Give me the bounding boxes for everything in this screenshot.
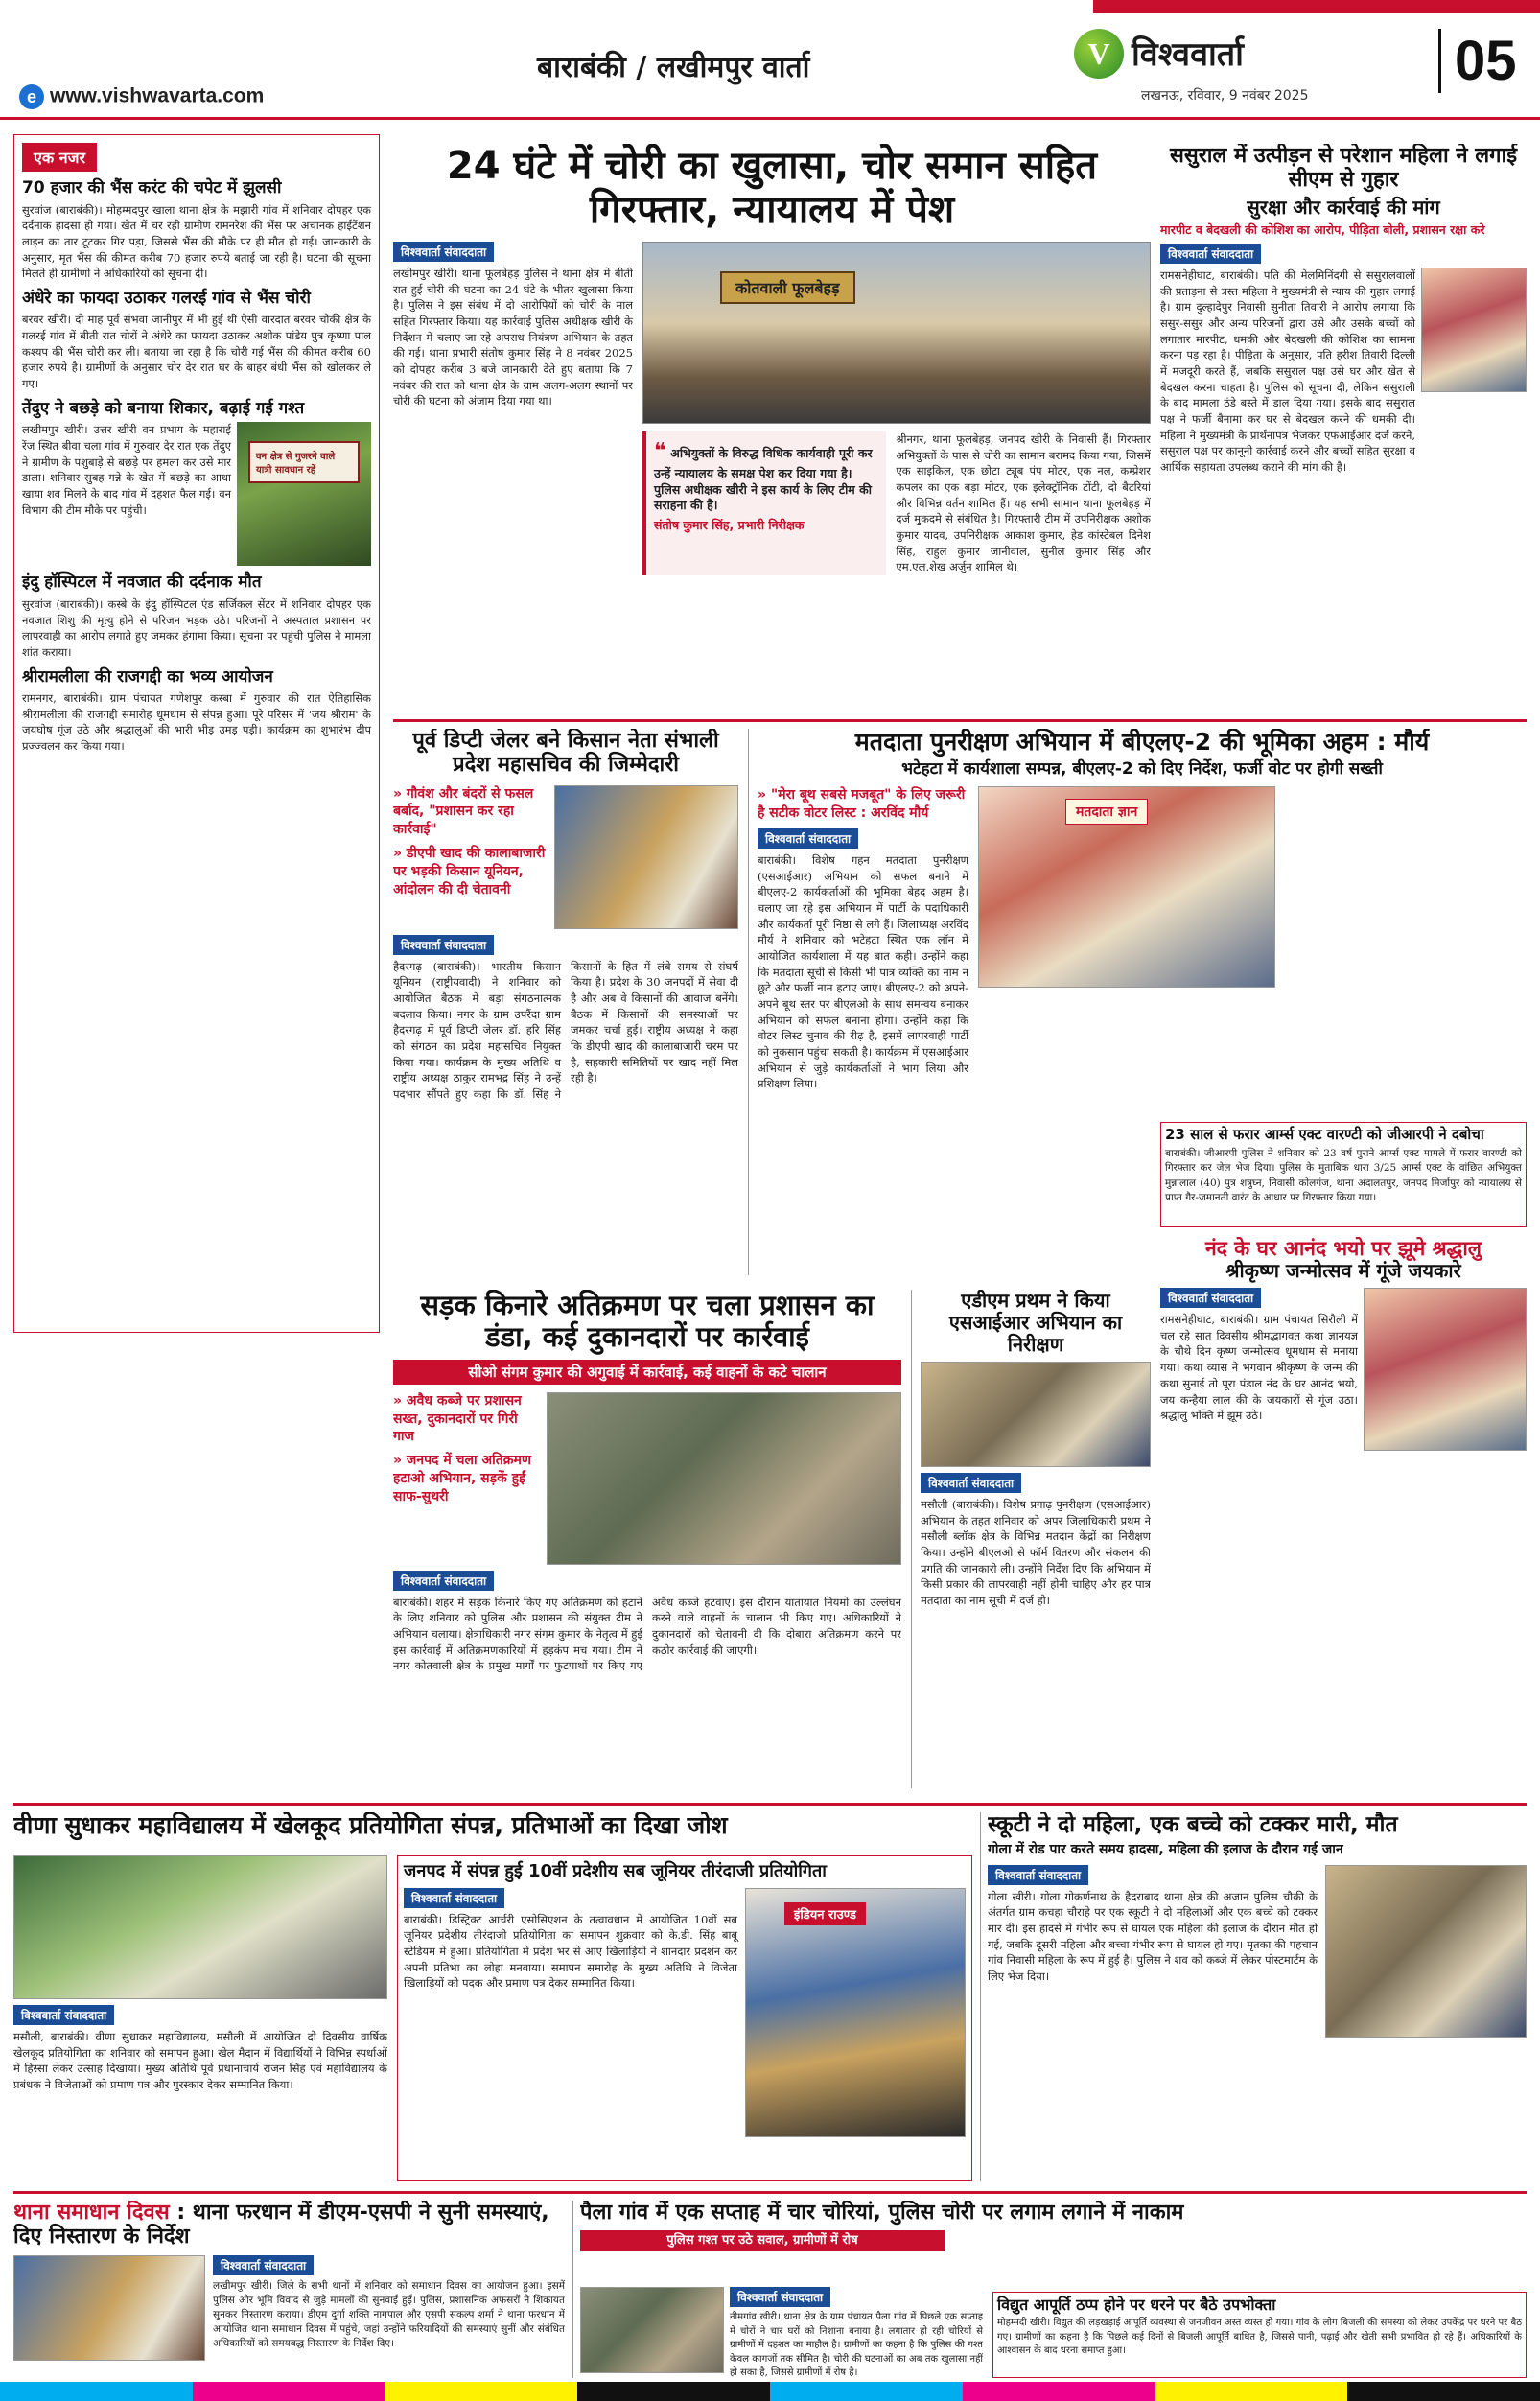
divider-2	[13, 1803, 1527, 1806]
dateline: लखनऊ, रविवार, 9 नवंबर 2025	[1141, 88, 1309, 104]
atikraman-headline: सड़क किनारे अतिक्रमण पर चला प्रशासन का डंडा, कई दुकानदारों पर कार्रवाई	[420, 1290, 875, 1354]
paila-story	[580, 2201, 1527, 2287]
ek-nazar-text-4: सुरवांज (बाराबंकी)। कस्बे के इंदु हॉस्पिटल एंड सर्जिकल सेंटर में शनिवार दोपहर एक नवजात शिशु की मृत्यु होने से परिजन भड़क उठे। परिजनों ने अस्पताल प्रशासन पर लापरवाही का आरोप लगाते हुए जमकर हंगामा किया। सूचना पर पहुंची पुलिस ने मामला शांत कराया।	[22, 596, 371, 659]
ek-nazar-label: एक नजर	[22, 143, 97, 172]
veena-body: मसौली, बाराबंकी। वीणा सुधाकर महाविद्यालय, मसौली में आयोजित दो दिवसीय वार्षिक खेलकूद प्रतियोगिता का शनिवार को समापन हुआ। खेल मैदान में विद्यार्थियों ने विभिन्न स्पर्धाओं में हिस्सा लेकर उत्साह दिखाया। मुख्य अतिथि पूर्व प्रधानाचार्य राजन सिंह एवं महाविद्यालय के प्रबंधक ने विजेताओं को प्रमाण पत्र और पुरस्कार देकर सम्मानित किया।	[13, 2030, 387, 2092]
archery-podium-photo	[745, 1888, 966, 2137]
archery-banner: इंडियन राउण्ड	[784, 1902, 866, 1925]
ek-nazar-text-2: बरवर खीरी। दो माह पूर्व संभवा जानीपुर में भी हुई थी ऐसी वारदात बरवर चौकी क्षेत्र के गलरई गांव में बीती रात चोरों ने अंधेरे का फायदा उठाकर अशोक पांडेय पुत्र कृष्णा पाल कश्यप की भैंस चोरी कर ली। बताया जा रहा है कि चोरी गई भैंस की कीमत करीब 60 हजार रुपये है। ग्रामीणों के अनुसार चोर देर रात घर के बाहर बंधी भैंस को खोलकर ले गए।	[22, 313, 371, 391]
village-photo	[580, 2287, 724, 2373]
arms-act-body: बाराबंकी। जीआरपी पुलिस ने शनिवार को 23 वर्ष पुराने आर्म्स एक्ट मामले में फरार वारण्टी को गिरफ्तार कर जेल भेज दिया। पुलिस के मुताबिक धारा 3/25 आर्म्स एक्ट के वांछित अभियुक्त मुन्नालाल (40) पुत्र शत्रुघ्न, निवासी कोलगंज, थाना अदालतपुर, जनपद मिर्जापुर को न्यायालय से प्राप्त गैर-जमानती वारंट के आधार पर गिरफ्तार किया गया।	[1165, 1148, 1522, 1203]
arms-act-box	[1160, 1122, 1527, 1227]
farmer-leader-photo	[554, 785, 738, 929]
samadhan-photo	[13, 2255, 205, 2361]
divider-3	[13, 2191, 1527, 2194]
janmashtami-subheadline: श्रीकृष्ण जन्मोत्सव में गूंजे जयकारे	[1225, 1259, 1461, 1283]
paila-byline: विश्ववार्ता संवाददाता	[730, 2287, 830, 2307]
scooty-story	[988, 1812, 1527, 2181]
janmashtami-headline	[1160, 1237, 1527, 1260]
lead-headline: 24 घंटे में चोरी का खुलासा, चोर समान सहित गिरफ्तार, न्यायालय में पेश	[446, 144, 1098, 232]
teerandazi-body: बाराबंकी। डिस्ट्रिक्ट आर्चरी एसोसिएशन के तत्वावधान में आयोजित 10वीं सब जूनियर प्रदेशीय तीरंदाजी प्रतियोगिता का समापन शुक्रवार को के.डी. सिंह बाबू स्टेडियम में हुआ। प्रतियोगिता में प्रदेश भर से आए खिलाड़ियों ने शानदार प्रदर्शन कर अपनी प्रतिभा का लोहा मनवाया। समापन समारोह के मुख्य अतिथि ने विजेता खिलाड़ियों को पदक और प्रमाण पत्र देकर सम्मानित किया।	[404, 1912, 737, 1991]
ek-nazar-headline-1: 70 हजार की भैंस करंट की चपेट में झुलसी	[22, 178, 282, 198]
divider-v-1	[748, 729, 749, 1275]
adm-inspection-photo	[921, 1362, 1151, 1467]
veena-headline: वीणा सुधाकर महाविद्यालय में खेलकूद प्रतियोगिता संपन्न, प्रतिभाओं का दिखा जोश	[13, 1812, 728, 1839]
divider-v-3	[980, 1812, 981, 2181]
devotees-photo	[1364, 1288, 1527, 1451]
samadhan-headline	[13, 2201, 565, 2249]
color-swatch-yellow	[385, 2382, 578, 2401]
masthead-red-bar	[1093, 0, 1540, 13]
accident-photo	[1325, 1865, 1527, 2038]
color-swatch-black-2	[1347, 2382, 1540, 2401]
sasural-kicker: मारपीट व बेदखली की कोशिश का आरोप, पीड़िता बोली, प्रशासन रक्षा करे	[1160, 221, 1485, 237]
ek-nazar-headline-2: अंधेरे का फायदा उठाकर गलरई गांव से भैंस चोरी	[22, 288, 311, 308]
woman-portrait-photo	[1421, 268, 1527, 392]
janmashtami-headline-text: नंद के घर आनंद भयो पर झूमे श्रद्धालु	[1204, 1237, 1482, 1260]
brand-logo: V	[1074, 29, 1124, 79]
paila-strip: पुलिस गश्त पर उठे सवाल, ग्रामीणों में रोष	[580, 2230, 945, 2251]
scooty-subheadline: गोला में रोड पार करते समय हादसा, महिला की इलाज के दौरान गई जान	[988, 1842, 1343, 1858]
bijli-headline: विद्युत आपूर्ति ठप्प होने पर धरने पर बैठे उपभोक्ता	[997, 2296, 1276, 2314]
matdata-headline: मतदाता पुनरीक्षण अभियान में बीएलए-2 की भूमिका अहम : मौर्य	[854, 729, 1430, 756]
deputy-jailer-bullet-1: » गौवंश और बंदरों से फसल बर्बाद, "प्रशासन कर रहा कार्रवाई"	[393, 785, 547, 840]
police-station-photo	[642, 242, 1151, 424]
encroachment-drive-photo	[547, 1392, 901, 1565]
ek-nazar-headline-3: तेंदुए ने बछड़े को बनाया शिकार, बढ़ाई गई गश्त	[22, 398, 305, 418]
scooty-byline: विश्ववार्ता संवाददाता	[988, 1865, 1088, 1885]
paila-headline: पैला गांव में एक सप्ताह में चार चोरियां, पुलिस चोरी पर लगाम लगाने में नाकाम	[580, 2201, 1184, 2225]
color-swatch-yellow-2	[1155, 2382, 1348, 2401]
samadhan-headline-red: थाना समाधान दिवस	[13, 2201, 170, 2225]
lead-body: लखीमपुर खीरी। थाना फूलबेहड़ पुलिस ने थाना क्षेत्र में बीती रात हुई चोरी की घटना का 24 घंटे के भीतर खुलासा किया है। पुलिस ने इस संबंध में दो आरोपियों को चोरी के माल सहित गिरफ्तार किया। यह कार्रवाई पुलिस अधीक्षक खीरी के निर्देशन में चलाए जा रहे अपराध नियंत्रण अभियान के तहत की गई। थाना प्रभारी संतोष कुमार सिंह ने 8 नवंबर 2025 को दोपहर करीब 3 बजे जानकारी देते हुए बताया कि 7 नवंबर की रात को थाना क्षेत्र के ग्राम अलग-अलग स्थानों पर चोरी की घटना को अंजाम दिया गया था।	[393, 267, 633, 408]
lead-quote-by: संतोष कुमार सिंह, प्रभारी निरीक्षक	[654, 518, 805, 533]
matdata-subheadline: भटेहटा में कार्यशाला सम्पन्न, बीएलए-2 को दिए निर्देश, फर्जी वोट पर होगी सख्ती	[901, 758, 1383, 779]
quote-icon: ❝	[654, 439, 666, 463]
divider-v-4	[572, 2201, 573, 2378]
veena-story	[13, 1812, 972, 1851]
matdata-story	[758, 729, 1527, 1112]
paila-body-block	[580, 2287, 983, 2378]
adm-body: मसौली (बाराबंकी)। विशेष प्रगाढ़ पुनरीक्षण (एसआईआर) अभियान के तहत शनिवार को अपर जिलाधिकारी प्रथम ने मसौली ब्लॉक क्षेत्र के विभिन्न मतदान केंद्रों का निरीक्षण किया। उन्होंने बीएलओ से फॉर्म वितरण और संकलन की प्रगति की जानकारी ली। उन्होंने निर्देश दिए कि अभियान में किसी प्रकार की लापरवाही नहीं होनी चाहिए और हर पात्र मतदाता का नाम सूची में दर्ज हो।	[921, 1498, 1151, 1608]
janmashtami-story	[1160, 1237, 1527, 1788]
sasural-body: रामसनेहीघाट, बाराबंकी। पति की मेलमिनिंदगी से ससुरालवालों की प्रताड़ना से त्रस्त महिला ने मुख्यमंत्री से न्याय की गुहार लगाई है। ग्राम दुल्हादेपुर निवासी सुनीता तिवारी ने आरोप लगाया कि ससुर-ससुर और अन्य परिजनों द्वारा उसे और उसके बच्चों को लगातार मारपीट, धमकी और बेदखली की कोशिश का सामना करना पड़ रहा है। पीड़िता के अनुसार, पति हरीश तिवारी दिल्ली में मजदूरी करते हैं, जबकि ससुराल पक्ष उसे घर और खेत से बेदखल करना चाहता है। पुलिस को सूचना दी, लेकिन ससुराली के बाद मामला ठंडे बस्ते में डाल दिया गया। इसके बाद ससुराल पक्ष ने फर्जी बैनामा कर घर से बेदखल करने की धमकी दी। महिला ने मुख्यमंत्री के प्रार्थनापत्र भेजकर एफआईआर दर्ज करने, ससुराल पक्ष पर कानूनी कार्रवाई करने और बच्चों सहित सुरक्षा व आर्थिक सहायता उपलब्ध कराने की मांग की है।	[1160, 268, 1415, 474]
adm-byline: विश्ववार्ता संवाददाता	[921, 1473, 1021, 1493]
deputy-jailer-bullet-2: » डीएपी खाद की कालाबाजारी पर भड़की किसान यूनियन, आंदोलन की दी चेतावनी	[393, 845, 547, 899]
workshop-banner: मतदाता ज्ञान	[1065, 799, 1148, 825]
section-title: बाराबंकी / लखीमपुर वार्ता	[537, 51, 810, 84]
samadhan-byline: विश्ववार्ता संवाददाता	[213, 2255, 314, 2275]
deputy-jailer-headline: पूर्व डिप्टी जेलर बने किसान नेता संभाली प्रदेश महासचिव की जिम्मेदारी	[412, 729, 719, 778]
color-swatch-cyan	[0, 2382, 193, 2401]
ek-nazar-text-5: रामनगर, बाराबंकी। ग्राम पंचायत गणेशपुर कस्बा में गुरुवार की रात ऐतिहासिक श्रीरामलीला की राजगद्दी समारोह धूमधाम से संपन्न हुआ। पूरे परिसर में 'जय श्रीराम' के जयघोष गूंज उठे और श्रद्धालुओं की भारी भीड़ उमड़ पड़ी। कार्यक्रम का शुभारंभ दीप प्रज्ज्वलन कर किया गया।	[22, 691, 371, 754]
site-url-text: www.vishwavarta.com	[50, 84, 265, 107]
sasural-headline: ससुराल में उत्पीड़न से परेशान महिला ने लगाई सीएम से गुहार	[1169, 144, 1518, 193]
sasural-story	[1160, 144, 1527, 710]
deputy-jailer-body: हैदरगढ़ (बाराबंकी)। भारतीय किसान यूनियन (राष्ट्रीयवादी) ने शनिवार को आयोजित बैठक में बड़ा संगठनात्मक बदलाव किया। नगर के ग्राम उपरैंदा ग्राम हैदरगढ़ में पूर्व डिप्टी जेलर डॉ. हरि सिंह को संगठन का प्रदेश महासचिव नियुक्त किया गया। कार्यक्रम के मुख्य अतिथि व राष्ट्रीय अध्यक्ष ठाकुर रामभद्र सिंह ने उन्हें पदभार सौंपते हुए कहा कि डॉ. सिंह ने किसानों के हित में लंबे समय से संघर्ष किया है। प्रदेश के 30 जनपदों में सेवा दी है और अब वे किसानों की आवाज बनेंगे। बैठक में किसानों की समस्याओं पर जमकर चर्चा हुई। राष्ट्रीय अध्यक्ष ने कहा कि डीएपी खाद की कालाबाजारी चरम पर है, सहकारी समितियों पर खाद नहीं मिल रही है।	[393, 959, 738, 1101]
divider-1	[393, 719, 1527, 722]
bijli-body: मोहम्मदी खीरी। विद्युत की लड़खड़ाई आपूर्ति व्यवस्था से जनजीवन अस्त व्यस्त हो गया। गांव के लोग बिजली की समस्या को लेकर उपकेंद्र पर धरने पर बैठ गए। ग्रामीणों का कहना है कि पिछले कई दिनों से बिजली आपूर्ति बाधित है, जिससे पानी, पढ़ाई और खेती सभी प्रभावित हो रहे हैं। अधिकारियों के आश्वासन के बाद धरना समाप्त हुआ।	[997, 2318, 1522, 2357]
janmashtami-byline: विश्ववार्ता संवाददाता	[1160, 1288, 1261, 1308]
color-swatch-magenta-2	[963, 2382, 1155, 2401]
bijli-box	[992, 2292, 1527, 2378]
color-swatch-black	[577, 2382, 770, 2401]
ek-nazar-text-3: लखीमपुर खीरी। उत्तर खीरी वन प्रभाग के महाराई रेंज स्थित बीवा चला गांव में गुरुवार देर रात एक तेंदुए ने ग्रामीण के पशुबाड़े से बछड़े पर हमला कर उसे मार डाला। शनिवार सुबह गन्ने के खेत में बछड़े का आधा खाया शव मिलने के बाद गांव में दहशत फैल गई। वन विभाग की टीम मौके पर पहुंची।	[22, 423, 231, 517]
teerandazi-byline: विश्ववार्ता संवाददाता	[404, 1888, 504, 1908]
ek-nazar-headline-5: श्रीरामलीला की राजगद्दी का भव्य आयोजन	[22, 666, 273, 687]
lead-quote-text: अभियुक्तों के विरुद्ध विधिक कार्यवाही पूरी कर उन्हें न्यायालय के समक्ष पेश कर दिया गया है। पुलिस अधीक्षक खीरी ने इस कार्य के लिए टीम की सराहना की है।	[654, 446, 873, 513]
masthead	[0, 0, 1540, 120]
workshop-photo	[978, 786, 1275, 988]
atikraman-bullet-2: » जनपद में चला अतिक्रमण हटाओ अभियान, सड़कें हुईं साफ-सुथरी	[393, 1452, 537, 1506]
sports-meet-photo	[13, 1855, 387, 1999]
samadhan-story	[13, 2201, 565, 2378]
color-swatch-magenta	[193, 2382, 385, 2401]
ek-nazar-text-1: सुरवांज (बाराबंकी)। मोहम्मदपुर खाला थाना क्षेत्र के मझारी गांव में शनिवार दोपहर एक दर्दनाक हादसा हो गया। खेत में चर रही ग्रामीण रामनरेश की भैंस पर अचानक हाईटेंशन लाइन का तार टूटकर गिर पड़ा, जिससे भैंस की मौके पर ही मौत हो गई। जानकारी के अनुसार, मृत भैंस की कीमत करीब 70 हजार रुपये बताई जा रही है। घटना की सूचना मिलते ही ग्रामीणों ने अधिकारियों को सूचना दी।	[22, 202, 371, 281]
deputy-jailer-story	[393, 729, 738, 1275]
atikraman-byline: विश्ववार्ता संवाददाता	[393, 1571, 494, 1591]
veena-byline: विश्ववार्ता संवाददाता	[13, 2005, 114, 2025]
lead-quote	[642, 431, 886, 575]
color-swatch-cyan-2	[770, 2382, 963, 2401]
police-station-sign: कोतवाली फूलबेहड़	[720, 271, 855, 304]
teerandazi-headline: जनपद में संपन्न हुई 10वीं प्रदेशीय सब जूनियर तीरंदाजी प्रतियोगिता	[404, 1861, 827, 1881]
ek-nazar-headline-4: इंदु हॉस्पिटल में नवजात की दर्दनाक मौत	[22, 572, 262, 593]
atikraman-story	[393, 1290, 901, 1788]
ek-nazar-column	[13, 134, 380, 1333]
samadhan-body: लखीमपुर खीरी। जिले के सभी थानों में शनिवार को समाधान दिवस का आयोजन हुआ। इसमें पुलिस और भूमि विवाद से जुड़े मामलों की सुनवाई हुई। पुलिस, प्रशासनिक अफसरों ने शिकायत सुनकर निस्तारण कराया। डीएम दुर्गा शक्ति नागपाल और एसपी संकल्प शर्मा ने थाना फरधान में आयोजित थाना समाधान दिवस में पहुंचे, जहां उन्होंने फरियादियों की समस्याएं सुनीं और संबंधित अधिकारियों को समयबद्ध निस्तारण के निर्देश दिए।	[213, 2279, 565, 2350]
adm-headline: एडीएम प्रथम ने किया एसआईआर अभियान का निरीक्षण	[948, 1290, 1123, 1356]
forest-signboard-photo	[237, 422, 371, 566]
signboard-text: वन क्षेत्र से गुजरने वाले यात्री सावधान रहें	[248, 441, 360, 483]
sasural-byline: विश्ववार्ता संवाददाता	[1160, 244, 1261, 264]
lead-story	[393, 144, 1151, 710]
janmashtami-body: रामसनेहीघाट, बाराबंकी। ग्राम पंचायत सिरौली में चल रहे सात दिवसीय श्रीमद्भागवत कथा ज्ञानयज्ञ के चौथे दिन कृष्ण जन्मोत्सव धूमधाम से मनाया गया। कथा व्यास ने भगवान श्रीकृष्ण के जन्म की कथा सुनाई तो पूरा पंडाल नंद के घर आनंद भयो, जय कन्हैया लाल की के जयकारों से गूंज उठा। श्रद्धालु भक्ति में झूम उठे।	[1160, 1313, 1358, 1423]
print-color-bar	[0, 2382, 1540, 2401]
scooty-body: गोला खीरी। गोला गोकर्णनाथ के हैदराबाद थाना क्षेत्र की अजान पुलिस चौकी के अंतर्गत ग्राम कचहा चौराहे पर एक स्कूटी ने दो महिलाओं और एक बच्चे को टक्कर मार दी। इस हादसे में गंभीर रूप से घायल एक महिला की इलाज के दौरान मौत हो गई, जबकि दूसरी महिला और बच्चा गंभीर रूप से घायल हो गए। मृतका की पहचान गांव निवासी महिला के रूप में हुई है। पुलिस ने शव को कब्जे में लेकर पोस्टमार्टम के लिए भेज दिया।	[988, 1889, 1318, 1983]
adm-story	[921, 1290, 1151, 1788]
browser-e-icon: e	[19, 84, 44, 109]
atikraman-body: बाराबंकी। शहर में सड़क किनारे किए गए अतिक्रमण को हटाने के लिए शनिवार को पुलिस और प्रशासन की संयुक्त टीम ने अभियान चलाया। क्षेत्राधिकारी नगर संगम कुमार के नेतृत्व में हुई इस कार्रवाई में अतिक्रमणकारियों में हड़कंप मच गया। टीम ने नगर कोतवाली क्षेत्र के प्रमुख मार्गों पर फुटपाथों पर किए गए अवैध कब्जे हटवाए। इस दौरान यातायात नियमों का उल्लंघन करने वाले वाहनों के चालान भी किए गए। अधिकारियों ने दुकानदारों को चेतावनी दी कि दोबारा अतिक्रमण करने पर कठोर कार्रवाई की जाएगी।	[393, 1595, 901, 1673]
lead-body-2: श्रीनगर, थाना फूलबेहड़, जनपद खीरी के निवासी हैं। गिरफ्तार अभियुक्तों के पास से चोरी का सामान बरामद किया गया, जिसमें एक साइकिल, एक छोटा ट्यूब पंप मोटर, एक नल, कम्प्रेशर कपलर का एक बड़ा मोटर, एक इलेक्ट्रॉनिक टोंटी, दो बैटरियां और विभिन्न वर्तन शामिल हैं। यह सभी सामान थाना फूलबेहड़ में दर्ज मुकदमे से संबंधित है। गिरफ्तारी टीम में उपनिरीक्षक अशोक कुमार यादव, उपनिरीक्षक आकाश कुमार, हेड कांस्टेबल दिनेश सिंह, राहुल कुमार जानीवाल, सुनील कुमार सिंह और एम.एल.शेख अर्जुन शामिल थे।	[896, 432, 1151, 574]
matdata-body: बाराबंकी। विशेष गहन मतदाता पुनरीक्षण (एसआईआर) अभियान को सफल बनाने में बीएलए-2 कार्यकर्ताओं की भूमिका बेहद अहम है। चलाए जा रहे इस अभियान में पार्टी के पदाधिकारी और कार्यकर्ता पूरी निष्ठा से लगे हैं। जिलाध्यक्ष अरविंद मौर्य ने शनिवार को भटेहटा स्थित एक लॉन में आयोजित कार्यशाला में यह बात कही। उन्होंने कहा कि मतदाता सूची से किसी भी पात्र व्यक्ति का नाम न छूटे और फर्जी नाम हटाए जाएं। बीएलए-2 को अपने-अपने बूथ स्तर पर बीएलओ के साथ समन्वय बनाकर अभियान को सफल बनाना होगा। उन्होंने कहा कि वोटर लिस्ट चुनाव की रीढ़ है, इसमें लापरवाही पार्टी को नुकसान पहुंचा सकती है। कार्यक्रम में एसआईआर अभियान से जुड़े कार्यकर्ताओं ने भाग लिया और प्रशिक्षण लिया।	[758, 853, 968, 1091]
site-url[interactable]	[19, 84, 264, 109]
lead-byline: विश्ववार्ता संवाददाता	[393, 242, 494, 262]
veena-body-block	[13, 1855, 387, 2181]
brand-name: विश्ववार्ता	[1132, 35, 1244, 74]
matdata-bullet-1: » "मेरा बूथ सबसे मजबूत" के लिए जरूरी है सटीक वोटर लिस्ट : अरविंद मौर्य	[758, 786, 968, 823]
atikraman-bullet-1: » अवैध कब्जे पर प्रशासन सख्त, दुकानदारों पर गिरी गाज	[393, 1392, 537, 1447]
teerandazi-story	[397, 1855, 972, 2181]
paila-body: नीमगांव खीरी। थाना क्षेत्र के ग्राम पंचायत पैला गांव में पिछले एक सप्ताह में चोरों ने चार घरों को निशाना बनाया है। लगातार हो रही चोरियों से ग्रामीणों में दहशत का माहौल है। ग्रामीणों का कहना है कि पुलिस की गश्त केवल कागजों तक सीमित है। चोरी की घटनाओं का अब तक खुलासा नहीं हो सका है, जिससे ग्रामीणों में रोष है।	[730, 2312, 983, 2378]
arms-act-headline: 23 साल से फरार आर्म्स एक्ट वारण्टी को जीआरपी ने दबोचा	[1165, 1126, 1484, 1143]
atikraman-strip: सीओ संगम कुमार की अगुवाई में कार्रवाई, कई वाहनों के कटे चालान	[393, 1360, 901, 1385]
deputy-jailer-byline: विश्ववार्ता संवाददाता	[393, 935, 494, 955]
matdata-byline: विश्ववार्ता संवाददाता	[758, 828, 858, 849]
page-number: 05	[1438, 29, 1517, 93]
sasural-subheadline: सुरक्षा और कार्रवाई की मांग	[1247, 195, 1440, 219]
scooty-headline: स्कूटी ने दो महिला, एक बच्चे को टक्कर मारी, मौत	[988, 1812, 1398, 1837]
divider-v-2	[911, 1290, 912, 1788]
samadhan-headline-text: : थाना फरधान में डीएम-एसपी ने सुनी समस्याएं, दिए निस्तारण के निर्देश	[13, 2201, 549, 2249]
